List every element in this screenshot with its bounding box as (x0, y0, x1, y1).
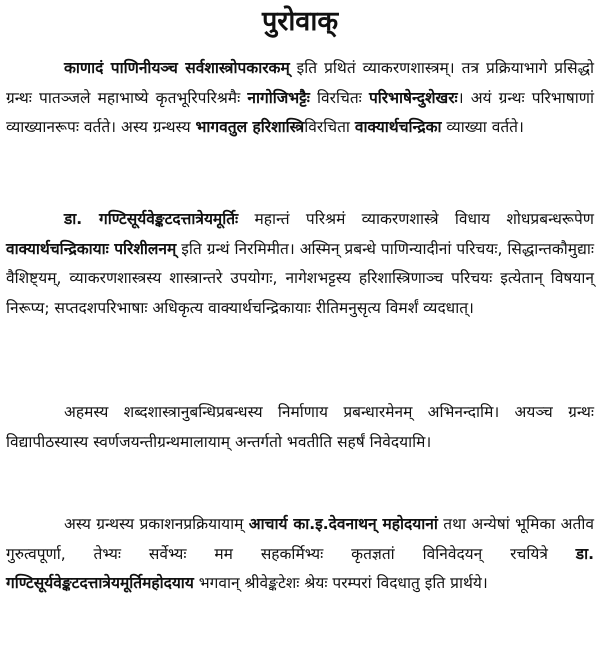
paragraph-3 (6, 398, 594, 457)
bold-phrase: काणादं पाणिनीयञ्च सर्वशास्त्रोपकारकम् (64, 59, 290, 77)
paragraph-text: तथा अन्येषां भूमिका अतीव गुरुत्वपूर्णा, तेभ्यः सर्वेभ्यः मम सहकर्मिभ्यः कृतज्ञतां विनिवेदयन् रचयित्रे (6, 515, 594, 563)
paragraph-text: इति प्रथितं व्याकरणशास्त्रम्। तत्र प्रक्रियाभागे प्रसिद्धो ग्रन्थः पातञ्जले महाभाष्ये कृतभूरिपरिश्रमैः (6, 59, 594, 107)
bold-title: वाक्यार्थचन्द्रिका (354, 118, 442, 136)
paragraph-text: । अयं ग्रन्थः परिभाषाणां व्याख्यानरूपः वर्तते। अस्य ग्रन्थस्य (6, 88, 595, 136)
paragraph-1 (6, 54, 594, 143)
bold-name: डा. गण्टिसूर्यवेङ्कटदत्तात्रेयमूर्तिः (64, 210, 239, 228)
bold-name: डा. गण्टिसूर्यवेङ्कटदत्तात्रेयमूर्तिमहोदयाय (6, 544, 594, 592)
paragraph-text: अहमस्य शब्दशास्त्रानुबन्धिप्रबन्धस्य निर्माणाय प्रबन्धारमेनम् अभिनन्दामि। अयञ्च ग्रन्थः विद्यापीठस्यास्य स्वर्णजयन्तीग्रन्थमालायाम् अन्तर्गतो भवतीति सहर्षं निवेदयामि। (6, 403, 594, 451)
paragraph-4 (6, 510, 594, 599)
bold-title: वाक्यार्थचन्द्रिकायाः परिशीलनम् (6, 239, 177, 258)
paragraph-text: महान्तं परिश्रमं व्याकरणशास्त्रे विधाय शोधप्रबन्धरूपेण (238, 210, 594, 228)
paragraph-text: व्याख्या वर्तते। (441, 118, 524, 136)
bold-name: नागोजिभट्टैः (247, 88, 310, 107)
paragraph-text: अस्य ग्रन्थस्य प्रकाशनप्रक्रियायाम् (64, 515, 249, 533)
paragraph-text: इति ग्रन्थं निरमिमीत। अस्मिन् प्रबन्धे पाणिन्यादीनां परिचयः, सिद्धान्तकौमुद्याः वैशिष्ट्यम्, व्याकरणशास्त्रस्य शास्त्रान्तरे उपयोगः, नागेशभट्टस्य हरिशास्त्रिणाञ्च परिचयः इत्येतान् विषयान् निरूप्य; सप्तदशपरिभाषाः अधिकृत्य वाक्यार्थचन्द्रिकायाः रीतिमनुसृत्य विमर्शं व्यदधात्। (6, 239, 594, 317)
bold-title: परिभाषेन्दुशेखरः (368, 88, 458, 107)
paragraph-text: विरचितः (309, 88, 369, 107)
bold-name: भागवतुल हरिशास्त्रि (195, 118, 305, 136)
paragraph-text: विरचिता (304, 118, 355, 136)
paragraph-2 (6, 205, 594, 323)
bold-name: आचार्य का.इ.देवनाथन् महोदयानां (248, 515, 438, 533)
paragraph-text: भगवान् श्रीवेङ्कटेशः श्रेयः परम्परां विदधातु इति प्रार्थये। (193, 574, 488, 592)
page-title: पुरोवाक् (261, 6, 339, 37)
